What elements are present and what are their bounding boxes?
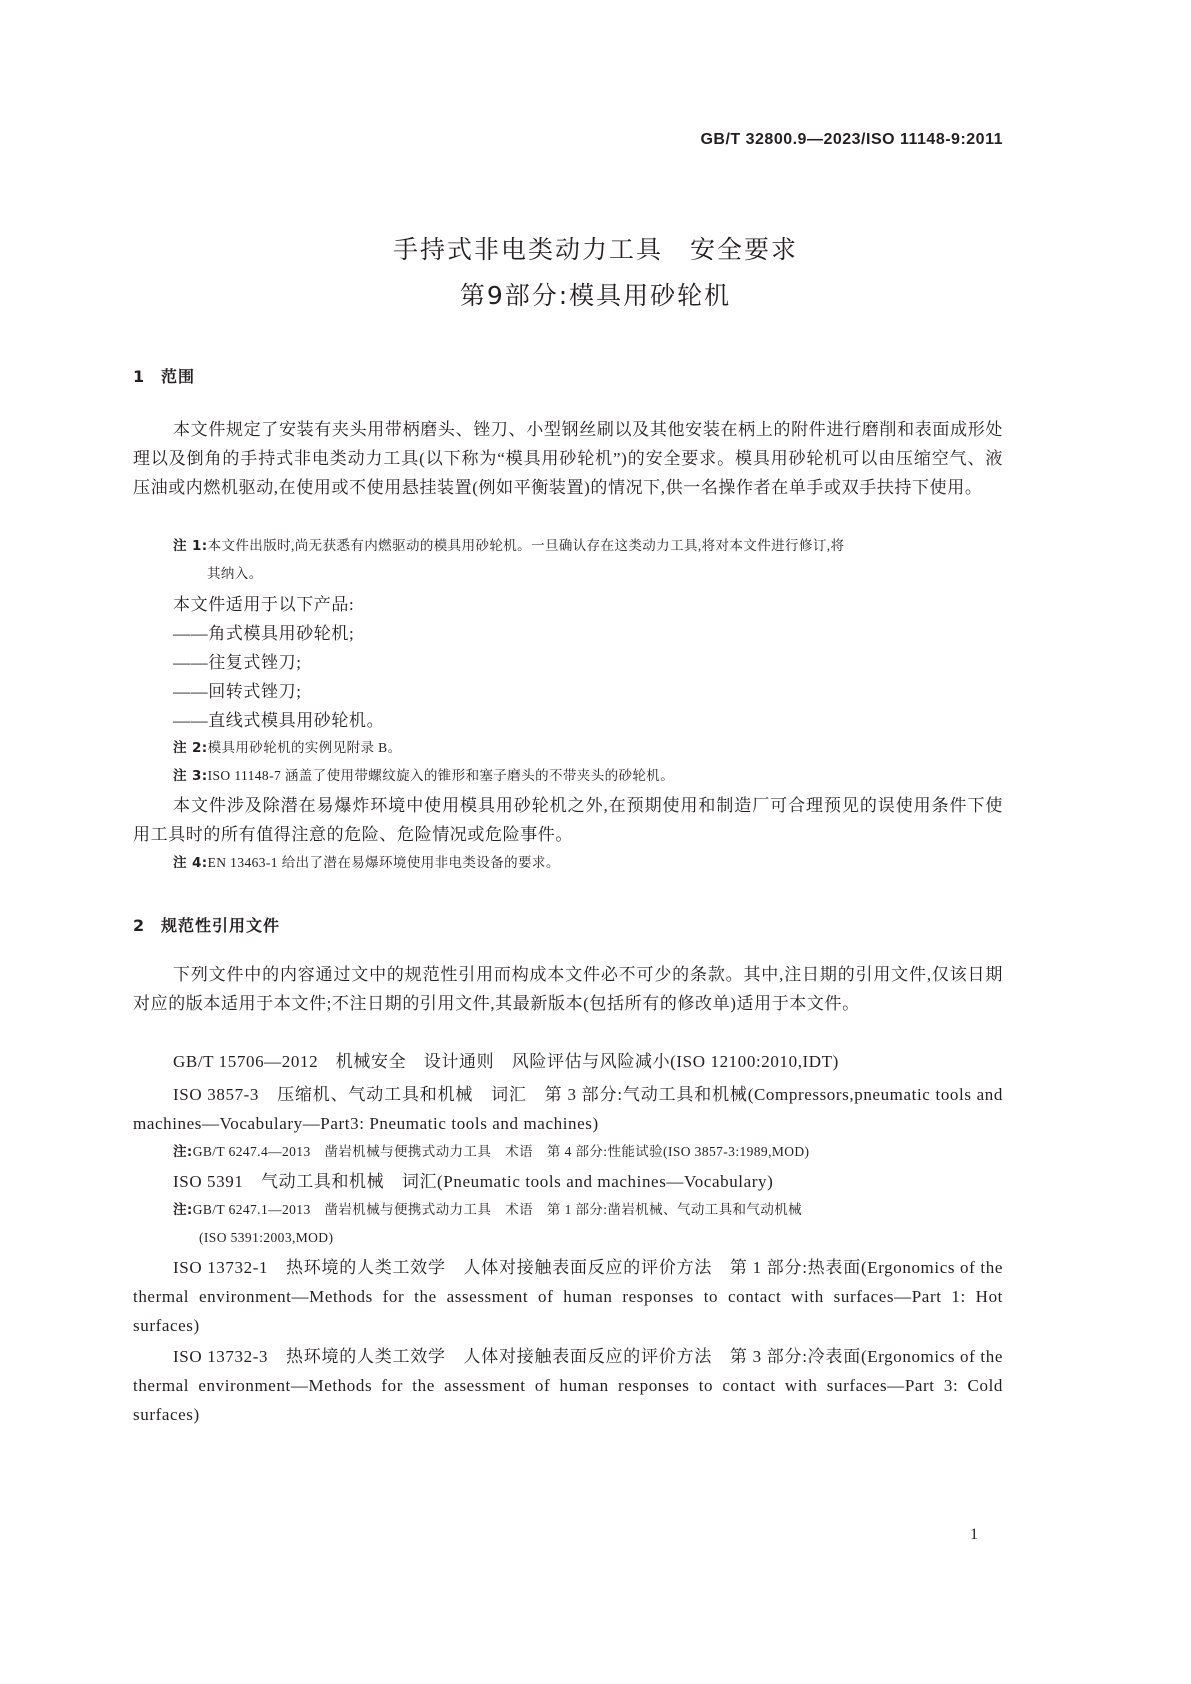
note-3 xyxy=(173,762,1003,790)
title-line-1: 手持式非电类动力工具 安全要求 xyxy=(392,235,798,264)
list-item: ——回转式锉刀; xyxy=(173,682,302,701)
normative-refs-paragraph: 下列文件中的内容通过文中的规范性引用而构成本文件必不可少的条款。其中,注日期的引用文件,仅该日期对应的版本适用于本文件;不注日期的引用文件,其最新版本(包括所有的修改单)适用于本文件。 xyxy=(133,965,1003,1013)
reference-iso5391: ISO 5391 气动工具和机械 词汇(Pneumatic tools and machines—Vocabulary) xyxy=(173,1172,774,1191)
reference-iso13732-1: ISO 13732-1 热环境的人类工效学 人体对接触表面反应的评价方法 第 1 部分:热表面(Ergonomics of the thermal environment—Methods for the assessment of human responses to contact with surfaces—Part 1: Hot surfaces) xyxy=(133,1258,1003,1335)
section-title: 范围 xyxy=(161,367,196,386)
section-1-heading xyxy=(133,364,195,387)
reference-note xyxy=(173,1138,1003,1166)
applies-text: 本文件适用于以下产品: xyxy=(173,595,355,614)
note-label: 注: xyxy=(173,1202,193,1218)
hazards-paragraph: 本文件涉及除潜在易爆炸环境中使用模具用砂轮机之外,在预期使用和制造厂可合理预见的误使用条件下使用工具时的所有值得注意的危险、危险情况或危险事件。 xyxy=(133,796,1003,844)
note-text-cont: 其纳入。 xyxy=(207,566,263,581)
section-title: 规范性引用文件 xyxy=(161,916,281,935)
reference-iso3857-3: ISO 3857-3 压缩机、气动工具和机械 词汇 第 3 部分:气动工具和机械(Compressors,pneumatic tools and machines—Vocabulary—Part3: Pneumatic tools and machines) xyxy=(133,1085,1003,1133)
reference-note xyxy=(173,1196,1003,1252)
note-label: 注 3: xyxy=(173,768,208,784)
note-label: 注 1: xyxy=(173,538,208,554)
reference-gbt15706: GB/T 15706—2012 机械安全 设计通则 风险评估与风险减小(ISO 12100:2010,IDT) xyxy=(173,1052,839,1071)
note-text: EN 13463-1 给出了潜在易爆环境使用非电类设备的要求。 xyxy=(207,855,560,870)
note-4 xyxy=(173,849,1003,877)
list-item: ——直线式模具用砂轮机。 xyxy=(173,711,385,730)
note-text: ISO 11148-7 涵盖了使用带螺纹旋入的锥形和塞子磨头的不带夹头的砂轮机。 xyxy=(207,768,675,783)
reference-iso13732-3: ISO 13732-3 热环境的人类工效学 人体对接触表面反应的评价方法 第 3 部分:冷表面(Ergonomics of the thermal environment—Methods for the assessment of human responses to contact with surfaces—Part 3: Cold surfaces) xyxy=(133,1347,1003,1424)
section-number: 2 xyxy=(133,916,146,935)
page-number: 1 xyxy=(970,1526,978,1543)
scope-paragraph: 本文件规定了安装有夹头用带柄磨头、锉刀、小型钢丝刷以及其他安装在柄上的附件进行磨削和表面成形处理以及倒角的手持式非电类动力工具(以下称为“模具用砂轮机”)的安全要求。模具用砂轮机可以由压缩空气、液压油或内燃机驱动,在使用或不使用悬挂装置(例如平衡装置)的情况下,供一名操作者在单手或双手扶持下使用。 xyxy=(133,420,1003,497)
list-item: ——往复式锉刀; xyxy=(173,653,302,672)
note-label: 注 2: xyxy=(173,740,208,756)
standard-code-header: GB/T 32800.9—2023/ISO 11148-9:2011 xyxy=(700,131,1003,148)
note-label: 注 4: xyxy=(173,855,208,871)
note-1 xyxy=(173,532,1003,588)
note-text: GB/T 6247.4—2013 凿岩机械与便携式动力工具 术语 第 4 部分:性能试验(ISO 3857-3:1989,MOD) xyxy=(192,1144,810,1159)
note-text: GB/T 6247.1—2013 凿岩机械与便携式动力工具 术语 第 1 部分:凿岩机械、气动工具和气动机械 xyxy=(192,1202,803,1217)
section-number: 1 xyxy=(133,367,146,386)
title-line-2: 第9部分:模具用砂轮机 xyxy=(459,281,732,310)
note-2 xyxy=(173,734,1003,762)
note-text-cont: (ISO 5391:2003,MOD) xyxy=(199,1230,334,1245)
note-label: 注: xyxy=(173,1144,193,1160)
note-text: 本文件出版时,尚无获悉有内燃驱动的模具用砂轮机。一旦确认存在这类动力工具,将对本文件进行修订,将 xyxy=(207,538,845,553)
note-text: 模具用砂轮机的实例见附录 B。 xyxy=(207,740,402,755)
list-item: ——角式模具用砂轮机; xyxy=(173,624,355,643)
section-2-heading xyxy=(133,913,280,936)
